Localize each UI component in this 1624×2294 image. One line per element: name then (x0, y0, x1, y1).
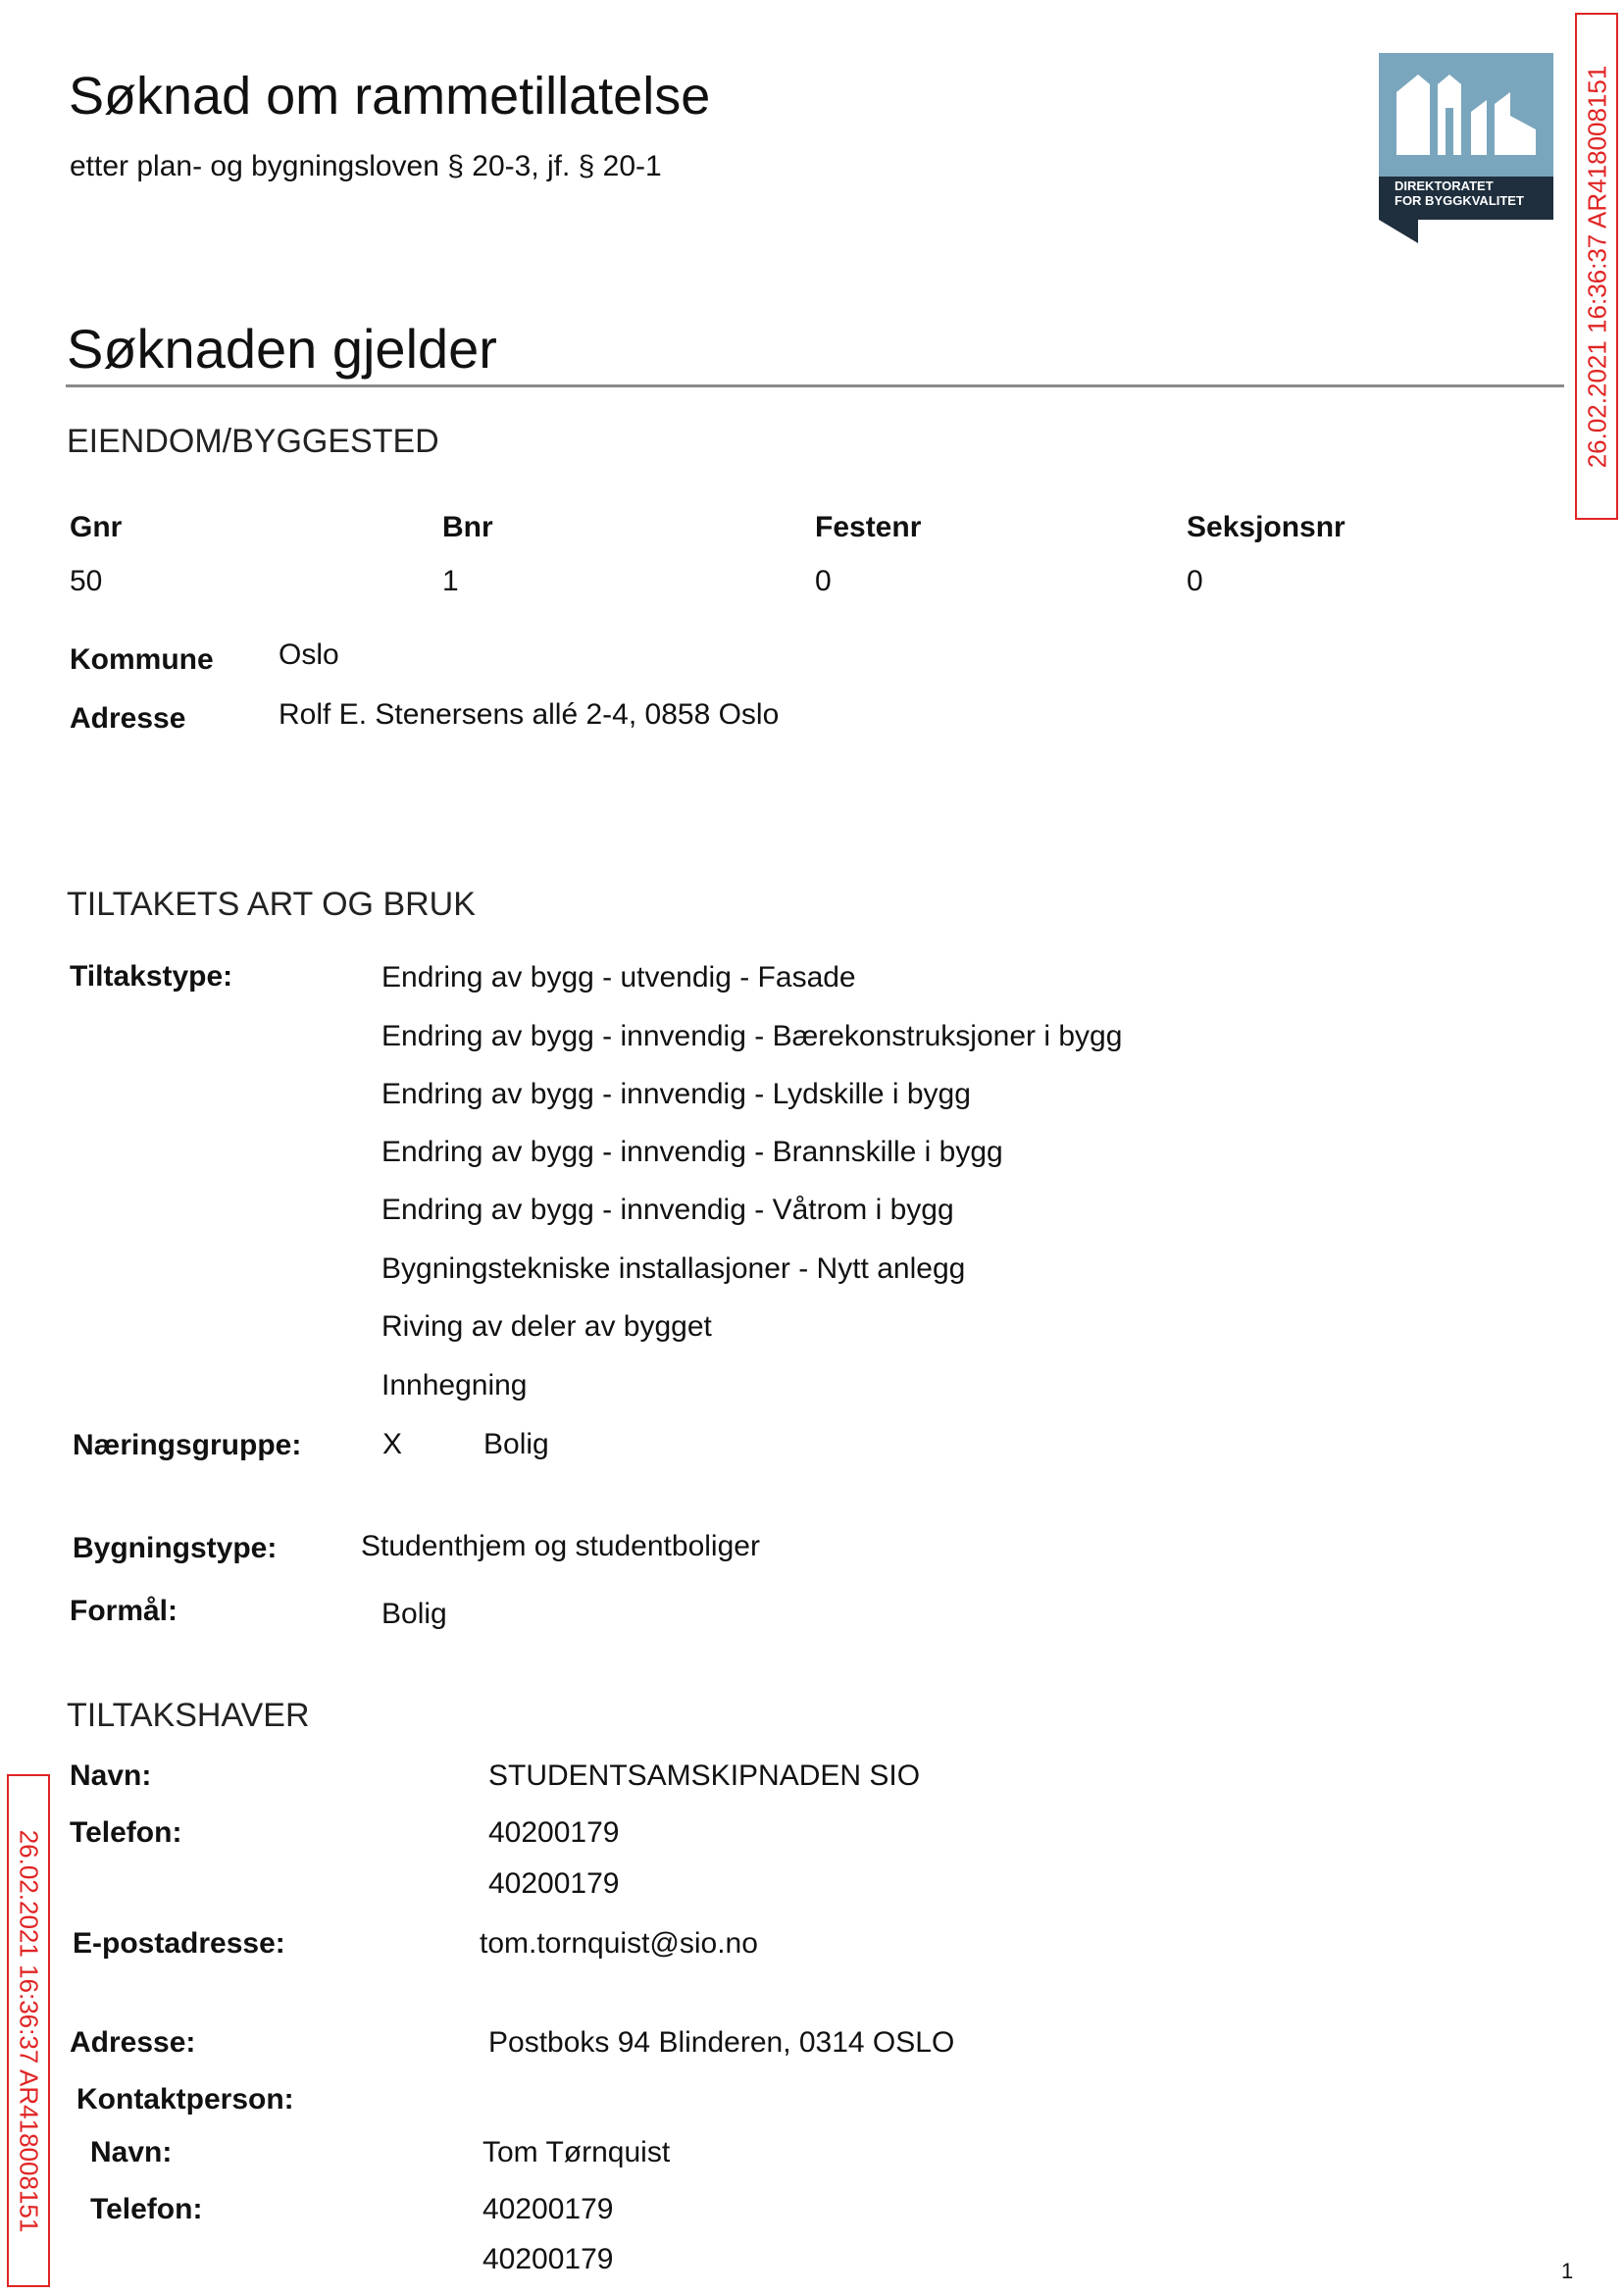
kommune-value: Oslo (279, 638, 339, 671)
gnr-label: Gnr (70, 511, 123, 543)
tiltakstype-item: Innhegning (381, 1369, 528, 1402)
contact-phone-value: 40200179 (482, 2243, 614, 2275)
owner-phone-value: 40200179 (488, 1867, 620, 1900)
formal-value: Bolig (381, 1598, 447, 1630)
owner-address-value: Postboks 94 Blinderen, 0314 OSLO (488, 2026, 955, 2059)
section-title: Søknaden gjelder (67, 318, 497, 380)
festenr-label: Festenr (815, 511, 922, 543)
page-number: 1 (1561, 2259, 1574, 2283)
owner-name-label: Navn: (70, 1759, 152, 1792)
formal-label: Formål: (70, 1595, 178, 1627)
bnr-label: Bnr (442, 511, 493, 543)
festenr-value: 0 (815, 565, 832, 597)
receipt-stamp (1575, 13, 1618, 520)
naeringsgruppe-value: Bolig (483, 1428, 549, 1460)
seksjonsnr-value: 0 (1187, 565, 1203, 597)
naeringsgruppe-code: X (382, 1428, 403, 1460)
owner-phone-value: 40200179 (488, 1816, 620, 1849)
tiltakstype-item: Bygningstekniske installasjoner - Nytt anlegg (381, 1252, 966, 1285)
seksjonsnr-label: Seksjonsnr (1187, 511, 1345, 543)
logo-text-line1: DIREKTORATET (1395, 178, 1494, 193)
measure-heading: TILTAKETS ART OG BRUK (67, 886, 476, 923)
tiltakstype-item: Endring av bygg - innvendig - Bærekonstruksjoner i bygg (381, 1020, 1123, 1052)
contact-phone-value: 40200179 (482, 2193, 614, 2225)
tiltakstype-item: Endring av bygg - innvendig - Våtrom i bygg (381, 1194, 954, 1226)
contact-phone-label: Telefon: (90, 2193, 203, 2225)
naeringsgruppe-label: Næringsgruppe: (73, 1429, 302, 1461)
contact-name-label: Navn: (90, 2136, 173, 2168)
gnr-value: 50 (70, 565, 103, 597)
owner-email-value: tom.tornquist@sio.no (480, 1927, 758, 1960)
document-title: Søknad om rammetillatelse (69, 67, 711, 126)
adresse-value: Rolf E. Stenersens allé 2-4, 0858 Oslo (279, 698, 780, 731)
bygningstype-label: Bygningstype: (73, 1532, 278, 1564)
owner-heading: TILTAKSHAVER (67, 1697, 310, 1734)
bygningstype-value: Studenthjem og studentboliger (361, 1530, 760, 1562)
dibk-logo (1379, 53, 1553, 241)
tiltakstype-item: Endring av bygg - innvendig - Brannskille i bygg (381, 1136, 1003, 1168)
tiltakstype-item: Endring av bygg - utvendig - Fasade (381, 961, 856, 994)
owner-phone-label: Telefon: (70, 1816, 182, 1849)
contact-person-label: Kontaktperson: (76, 2083, 294, 2116)
stamp-text: 26.02.2021 16:36:37 AR418008151 (1582, 65, 1612, 468)
document-subtitle: etter plan- og bygningsloven § 20-3, jf. § 20-1 (70, 150, 662, 182)
adresse-label: Adresse (70, 702, 186, 735)
owner-email-label: E-postadresse: (73, 1927, 285, 1960)
section-divider (66, 384, 1564, 387)
tiltakstype-label: Tiltakstype: (70, 960, 233, 993)
stamp-text: 26.02.2021 16:36:37 AR418008151 (14, 1829, 44, 2232)
kommune-label: Kommune (70, 643, 214, 676)
owner-address-label: Adresse: (70, 2026, 196, 2059)
building-icon (1379, 53, 1553, 177)
tiltakstype-item: Riving av deler av bygget (381, 1310, 712, 1343)
bnr-value: 1 (442, 565, 459, 597)
property-heading: EIENDOM/BYGGESTED (67, 423, 439, 460)
tiltakstype-item: Endring av bygg - innvendig - Lydskille i bygg (381, 1078, 971, 1110)
contact-name-value: Tom Tørnquist (482, 2136, 671, 2168)
owner-name-value: STUDENTSAMSKIPNADEN SIO (488, 1759, 921, 1792)
logo-text-line2: FOR BYGGKVALITET (1395, 193, 1524, 208)
receipt-stamp-left (7, 1774, 50, 2287)
